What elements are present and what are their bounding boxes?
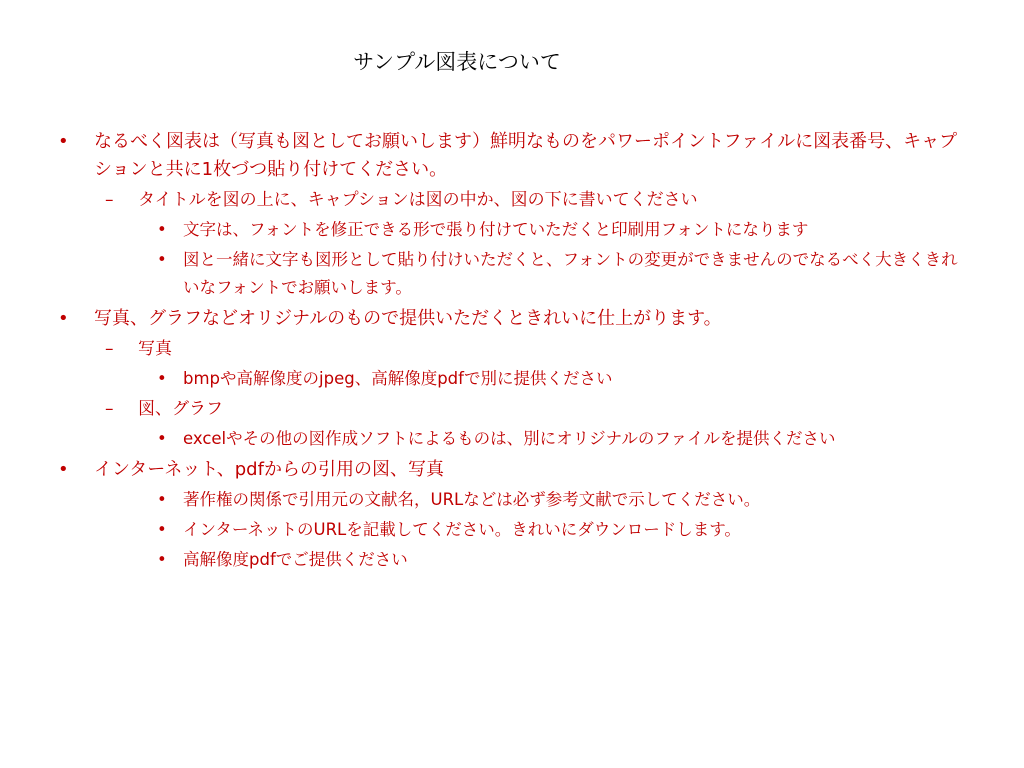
bullet-text: 文字は、フォントを修正できる形で張り付けていただくと印刷用フォントになります <box>183 220 809 239</box>
bullet-marker: • <box>157 220 167 239</box>
bullet-marker: • <box>58 308 69 329</box>
dash-marker: – <box>105 399 114 419</box>
bullet-text: excelやその他の図作成ソフトによるものは、別にオリジナルのファイルを提供ください <box>183 429 836 448</box>
bullet-marker: • <box>157 550 167 569</box>
bullet-text: 写真、グラフなどオリジナルのもので提供いただくときれいに仕上がります。 <box>94 308 722 329</box>
bullet-item-l3 <box>157 425 964 453</box>
bullet-item-l1 <box>58 305 964 333</box>
bullet-marker: • <box>157 520 167 539</box>
bullet-item-l2 <box>105 186 964 214</box>
bullet-marker: • <box>157 429 167 448</box>
bullet-item-l1 <box>58 128 964 184</box>
bullet-text: タイトルを図の上に、キャプションは図の中か、図の下に書いてください <box>138 190 698 210</box>
bullet-item-l3 <box>157 486 964 514</box>
bullet-item-l1 <box>58 456 964 484</box>
bullet-text: インターネットのURLを記載してください。きれいにダウンロードします。 <box>183 520 741 539</box>
slide-body <box>0 128 1024 574</box>
slide-title: サンプル図表について <box>353 50 561 74</box>
bullet-item-l3 <box>157 365 964 393</box>
bullet-text: bmpや高解像度のjpeg、高解像度pdfで別に提供ください <box>183 369 613 388</box>
bullet-text: なるべく図表は（写真も図としてお願いします）鮮明なものをパワーポイントファイルに図表番号、キャプションと共に1枚づつ貼り付けてください。 <box>94 131 958 180</box>
bullet-text: 図、グラフ <box>138 399 223 419</box>
dash-marker: – <box>105 190 114 210</box>
bullet-text: 著作権の関係で引用元の文献名，URLなどは必ず参考文献で示してください。 <box>183 490 761 509</box>
bullet-item-l2 <box>105 395 964 423</box>
bullet-marker: • <box>157 490 167 509</box>
bullet-item-l3 <box>157 516 964 544</box>
bullet-text: インターネット、pdfからの引用の図、写真 <box>94 459 444 480</box>
bullet-text: 図と一緒に文字も図形として貼り付けいただくと、フォントの変更ができませんのでなるべく大きくきれいなフォントでお願いします。 <box>183 250 958 297</box>
bullet-marker: • <box>58 131 69 152</box>
bullet-item-l2 <box>105 335 964 363</box>
bullet-marker: • <box>157 369 167 388</box>
bullet-marker: • <box>58 459 69 480</box>
bullet-item-l3 <box>157 246 964 302</box>
bullet-item-l3 <box>157 216 964 244</box>
bullet-item-l3 <box>157 546 964 574</box>
bullet-text: 高解像度pdfでご提供ください <box>183 550 408 569</box>
bullet-marker: • <box>157 250 167 269</box>
bullet-text: 写真 <box>138 339 172 359</box>
dash-marker: – <box>105 339 114 359</box>
